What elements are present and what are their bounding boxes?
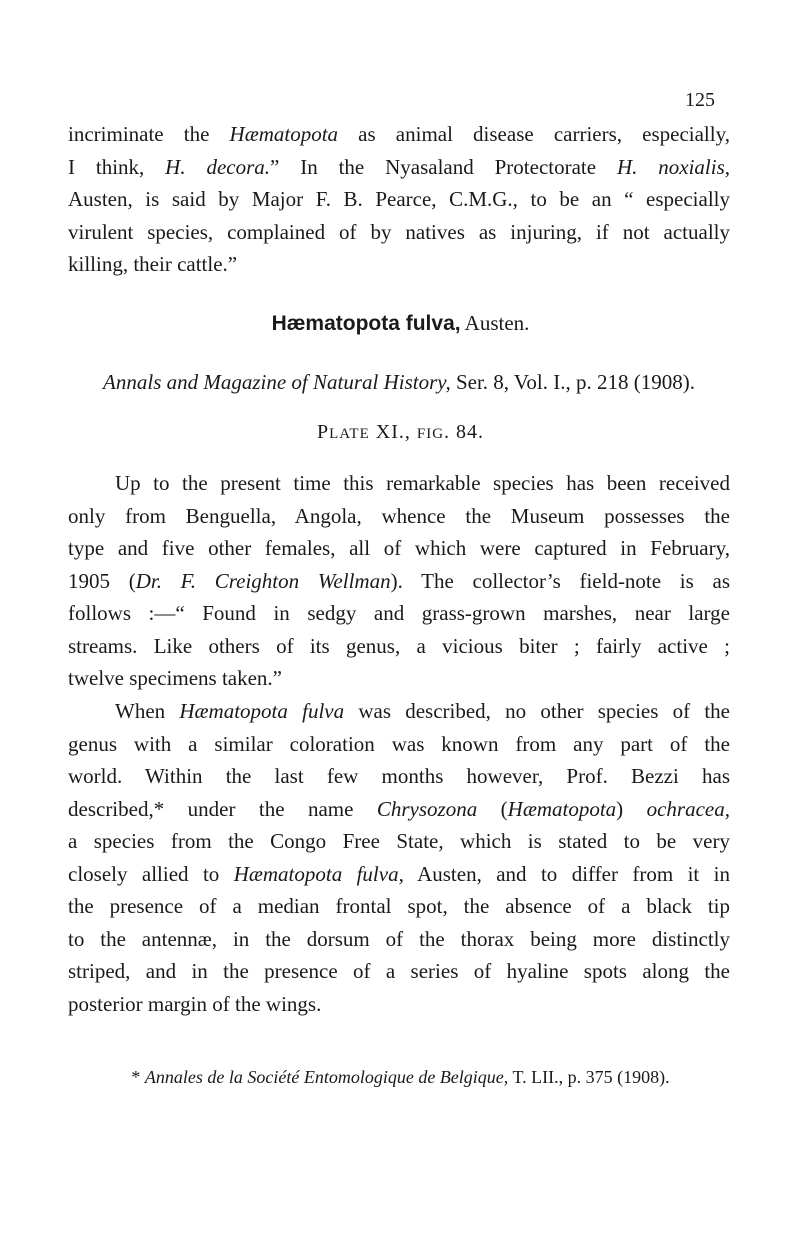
text-line: striped, and in the presence of a series of hyaline spots along the (68, 959, 730, 983)
plate-reference: PLATE XI., FIG. 84. (316, 421, 485, 443)
text-line: follows :—“ Found in sedgy and grass-grown marshes, near large (68, 601, 730, 625)
paragraph-distribution (68, 467, 730, 695)
text-line: virulent species, complained of by natives as injuring, if not actually (68, 219, 730, 244)
page-number: 125 (685, 89, 715, 111)
text-line: closely allied to Hæmatopota fulva, Austen, and to differ from it in (68, 861, 730, 886)
text-line: genus with a similar coloration was known from any part of the (68, 731, 730, 756)
text-line: Austen, is said by Major F. B. Pearce, C.M.G., to be an “ especially (68, 187, 730, 211)
text-line: the presence of a median frontal spot, the absence of a black tip (68, 894, 730, 918)
text-line: described,* under the name Chrysozona (Hæmatopota) ochracea, (68, 796, 730, 821)
text-line: a species from the Congo Free State, which is stated to be very (68, 829, 730, 853)
text-line: posterior margin of the wings. (68, 991, 322, 1016)
text-line: world. Within the last few months however, Prof. Bezzi has (68, 764, 730, 788)
paragraph-continuation (68, 118, 730, 281)
footnote: * Annales de la Société Entomologique de Belgique, T. LII., p. 375 (1908). (131, 1067, 670, 1087)
species-heading: Hæmatopota fulva, Austen. (271, 311, 530, 335)
paragraph-comparison (68, 695, 730, 1020)
text-line: to the antennæ, in the dorsum of the thorax being more distinctly (68, 926, 730, 951)
text-line: Up to the present time this remarkable species has been received (115, 471, 730, 495)
text-line: 1905 (Dr. F. Creighton Wellman). The collector’s field-note is as (68, 568, 730, 593)
text-line: only from Benguella, Angola, whence the Museum possesses the (68, 503, 730, 528)
text-line: type and five other females, all of which were captured in February, (68, 536, 730, 560)
text-line: twelve specimens taken.” (68, 666, 282, 690)
text-line: incriminate the Hæmatopota as animal disease carriers, especially, (68, 122, 730, 146)
text-line: killing, their cattle.” (68, 252, 238, 276)
text-line: I think, H. decora.” In the Nyasaland Protectorate H. noxialis, (68, 154, 731, 179)
text-line: streams. Like others of its genus, a vicious biter ; fairly active ; (68, 633, 730, 658)
text-line: When Hæmatopota fulva was described, no other species of the (115, 699, 730, 723)
citation: Annals and Magazine of Natural History, Ser. 8, Vol. I., p. 218 (1908). (103, 370, 695, 394)
